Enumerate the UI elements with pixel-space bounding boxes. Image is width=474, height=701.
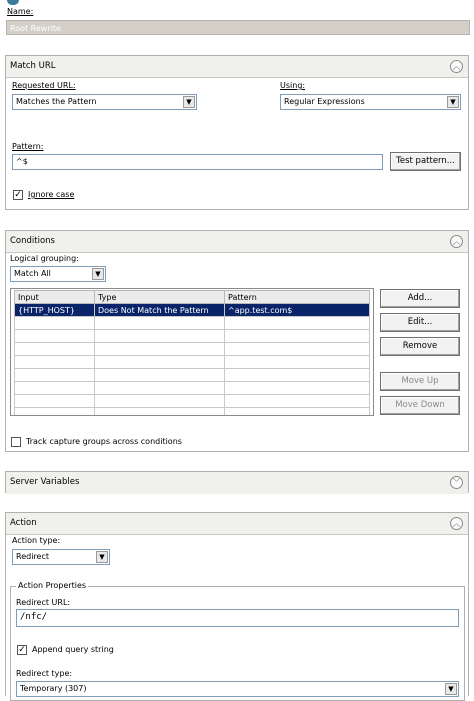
chevron-up-icon[interactable]: ︿: [450, 60, 463, 73]
conditions-title: Conditions: [10, 236, 55, 246]
server-variables-title: Server Variables: [10, 477, 80, 487]
cell-pattern: ^app.test.com$: [225, 304, 370, 317]
action-type-value: Redirect: [16, 552, 49, 561]
empty-row: [15, 317, 370, 330]
column-header-input[interactable]: Input: [15, 291, 95, 304]
conditions-header[interactable]: [6, 231, 468, 253]
add-condition-button[interactable]: Add...: [380, 289, 460, 308]
test-pattern-button[interactable]: Test pattern...: [390, 152, 461, 171]
pattern-input[interactable]: ^$: [12, 154, 383, 170]
track-capture-checkbox[interactable]: [11, 437, 21, 447]
chevron-up-icon[interactable]: ︿: [450, 235, 463, 248]
action-properties-title: Action Properties: [18, 581, 87, 590]
chevron-down-icon[interactable]: ﹀: [450, 476, 463, 489]
action-header[interactable]: [6, 513, 468, 535]
redirect-type-select[interactable]: [16, 681, 459, 697]
empty-row: [15, 343, 370, 356]
rule-icon: [7, 0, 19, 5]
column-header-pattern[interactable]: Pattern: [225, 291, 370, 304]
using-label: Using:: [280, 81, 306, 90]
dropdown-arrow-icon: ▼: [447, 96, 459, 108]
match-url-title: Match URL: [10, 61, 56, 71]
using-value: Regular Expressions: [284, 97, 365, 106]
empty-row: [15, 369, 370, 382]
append-query-label: Append query string: [32, 645, 114, 654]
logical-grouping-label: Logical grouping:: [10, 254, 79, 263]
dropdown-arrow-icon: ▼: [445, 683, 457, 695]
name-field[interactable]: Root Rewrite: [6, 20, 470, 35]
empty-row: [15, 382, 370, 395]
logical-grouping-select[interactable]: [10, 266, 106, 282]
conditions-grid[interactable]: [10, 288, 374, 416]
chevron-up-icon[interactable]: ︿: [450, 517, 463, 530]
action-title: Action: [10, 518, 37, 528]
using-select[interactable]: [280, 94, 461, 110]
empty-row: [15, 330, 370, 343]
match-url-header[interactable]: [6, 56, 468, 78]
cell-input: {HTTP_HOST}: [15, 304, 95, 317]
pattern-label: Pattern:: [12, 142, 44, 151]
track-capture-label: Track capture groups across conditions: [26, 437, 182, 446]
table-row[interactable]: [15, 304, 370, 317]
redirect-type-value: Temporary (307): [20, 684, 87, 693]
dropdown-arrow-icon: ▼: [183, 96, 195, 108]
ignore-case-label: Ignore case: [28, 190, 75, 199]
cell-type: Does Not Match the Pattern: [95, 304, 225, 317]
move-up-button[interactable]: Move Up: [380, 372, 460, 391]
server-variables-header[interactable]: [6, 472, 468, 494]
action-type-select[interactable]: [12, 549, 110, 565]
empty-row: [15, 395, 370, 408]
requested-url-value: Matches the Pattern: [16, 97, 97, 106]
match-url-section: [5, 55, 469, 210]
redirect-url-label: Redirect URL:: [16, 598, 71, 607]
dropdown-arrow-icon: ▼: [96, 551, 108, 563]
edit-condition-button[interactable]: Edit...: [380, 313, 460, 332]
remove-condition-button[interactable]: Remove: [380, 337, 460, 356]
empty-row: [15, 408, 370, 417]
dropdown-arrow-icon: ▼: [92, 268, 104, 280]
move-down-button[interactable]: Move Down: [380, 396, 460, 415]
redirect-url-input[interactable]: /nfc/: [16, 609, 459, 627]
name-label: Name:: [7, 7, 34, 16]
conditions-grid-header: [15, 291, 370, 304]
requested-url-select[interactable]: [12, 94, 197, 110]
action-section: [5, 512, 469, 696]
empty-row: [15, 356, 370, 369]
server-variables-section: [5, 471, 469, 493]
conditions-section: [5, 230, 469, 452]
action-type-label: Action type:: [12, 536, 61, 545]
logical-grouping-value: Match All: [14, 269, 51, 278]
append-query-checkbox[interactable]: ✓: [18, 645, 26, 655]
redirect-type-label: Redirect type:: [16, 669, 73, 678]
requested-url-label: Requested URL:: [12, 81, 76, 90]
ignore-case-checkbox[interactable]: ✓: [14, 190, 22, 200]
column-header-type[interactable]: Type: [95, 291, 225, 304]
